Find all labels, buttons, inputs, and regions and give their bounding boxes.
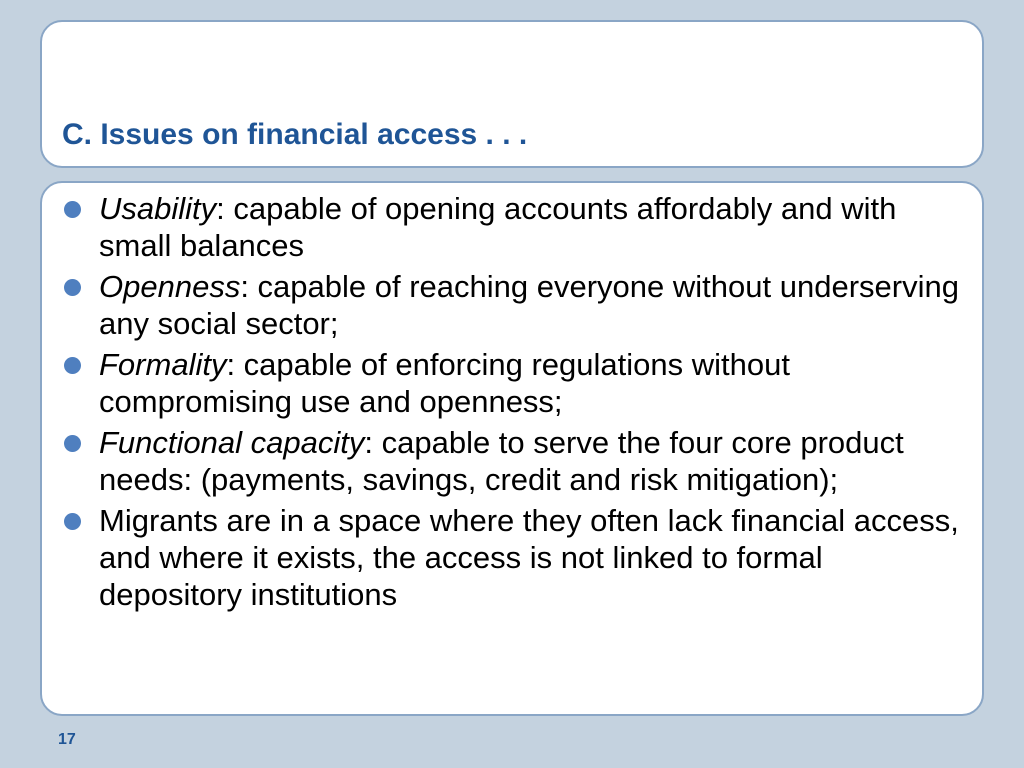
bullet-text: Migrants are in a space where they often lack financial access, and where it exists, the access is not linked to formal depository institutions xyxy=(99,503,959,612)
bullet-migrants xyxy=(60,502,972,613)
bullet-dot-icon xyxy=(64,201,81,218)
bullet-term: Usability xyxy=(99,191,217,226)
bullet-term: Openness xyxy=(99,269,241,304)
bullet-text: : capable of opening accounts affordably and with small balances xyxy=(99,191,897,263)
bullet-formality xyxy=(60,346,972,420)
title-panel xyxy=(40,20,984,168)
bullet-dot-icon xyxy=(64,435,81,452)
slide-title: C. Issues on financial access . . . xyxy=(62,118,528,151)
bullet-functional-capacity xyxy=(60,424,972,498)
bullet-usability xyxy=(60,190,972,264)
bullet-text: : capable of enforcing regulations without compromising use and openness; xyxy=(99,347,790,419)
bullet-dot-icon xyxy=(64,279,81,296)
bullet-dot-icon xyxy=(64,357,81,374)
bullet-list xyxy=(60,190,972,617)
content-panel xyxy=(40,181,984,716)
bullet-term: Formality xyxy=(99,347,227,382)
bullet-term: Functional capacity xyxy=(99,425,365,460)
bullet-dot-icon xyxy=(64,513,81,530)
bullet-text: : capable of reaching everyone without underserving any social sector; xyxy=(99,269,959,341)
bullet-openness xyxy=(60,268,972,342)
bullet-text: : capable to serve the four core product needs: (payments, savings, credit and risk mitigation); xyxy=(99,425,904,497)
slide-number: 17 xyxy=(58,731,76,748)
